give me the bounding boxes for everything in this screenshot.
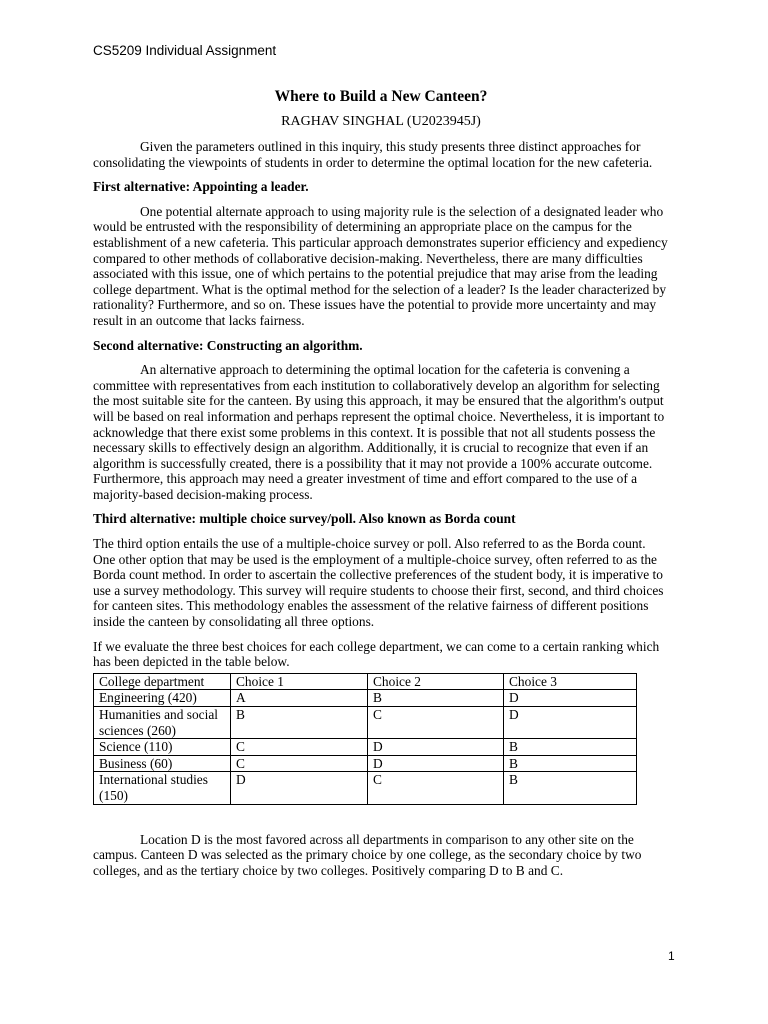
table-cell: Engineering (420) — [94, 690, 231, 707]
table-header-cell: College department — [94, 673, 231, 690]
table-cell: B — [231, 707, 368, 739]
table-cell: D — [231, 772, 368, 804]
table-row — [94, 707, 637, 739]
document-header: CS5209 Individual Assignment — [93, 43, 277, 58]
third-alternative-paragraph: The third option entails the use of a multiple-choice survey or poll. Also referred to as the Borda count. One other option that may be used is the employment of a multiple-choice survey, often referred to as the Borda count method. In order to ascertain the collective preferences of the student body, it is imperative to use a survey methodology. This survey will require students to choose their first, second, and third choices for canteen sites. This methodology enables the assessment of the relative fairness of different positions inside the canteen by consolidating all three options. — [93, 536, 664, 630]
table-cell: C — [231, 755, 368, 772]
table-cell: A — [231, 690, 368, 707]
table-cell: B — [504, 739, 637, 756]
table-cell: B — [504, 755, 637, 772]
table-row — [94, 739, 637, 756]
first-alternative-paragraph: One potential alternate approach to using majority rule is the selection of a designated leader who would be entrusted with the responsibility of determining an appropriate place on the campus for the establishment of a new cafeteria. This particular approach demonstrates superior efficiency and expediency compared to other methods of collaborative decision-making. Nevertheless, there are many difficulties associated with this issue, one of which pertains to the potential prejudice that may arise from the leading college department. What is the optimal method for the selection of a leader? Is the leader characterized by rationality? Furthermore, and so on. These issues have the potential to provide more uncertainty and may result in an outcome that lacks fairness. — [93, 203, 668, 328]
second-alternative-paragraph: An alternative approach to determining the optimal location for the cafeteria is convening a committee with representatives from each institution to collaboratively develop an algorithm for selecting the most suitable site for the canteen. By using this approach, it may be ensured that the algorithm's output will be based on real information and perhaps represent the optimal choice. Nevertheless, it is important to acknowledge that there exist some problems in this context. It is possible that not all students possess the necessary skills to effectively design an algorithm. Additionally, it is crucial to recognize that even if an algorithm is successfully created, there is a possibility that it may not provide a 100% accurate outcome. Furthermore, this approach may need a greater investment of time and effort compared to the use of a majority-based decision-making process. — [93, 362, 665, 502]
table-cell: D — [504, 690, 637, 707]
table-cell: B — [368, 690, 504, 707]
table-row — [94, 755, 637, 772]
table-cell: D — [368, 739, 504, 756]
table-header-cell: Choice 2 — [368, 673, 504, 690]
table-cell: C — [368, 707, 504, 739]
table-cell: D — [504, 707, 637, 739]
table-cell: D — [368, 755, 504, 772]
document-body — [93, 88, 669, 878]
document-title: Where to Build a New Canteen? — [274, 88, 488, 105]
table-cell: C — [231, 739, 368, 756]
table-cell: Business (60) — [94, 755, 231, 772]
author-line: RAGHAV SINGHAL (U2023945J) — [281, 114, 481, 129]
table-cell: Humanities and social sciences (260) — [94, 707, 231, 739]
third-alternative-heading: Third alternative: multiple choice survey/poll. Also known as Borda count — [93, 511, 516, 527]
table-header-cell: Choice 1 — [231, 673, 368, 690]
table-header-cell: Choice 3 — [504, 673, 637, 690]
page-number: 1 — [668, 949, 675, 963]
table-intro-paragraph: If we evaluate the three best choices for each college department, we can come to a certain ranking which has been depicted in the table below. — [93, 638, 660, 670]
conclusion-paragraph: Location D is the most favored across all departments in comparison to any other site on the campus. Canteen D was selected as the primary choice by one college, as the secondary choice by two colleges, and as the tertiary choice by two colleges. Positively comparing D to B and C. — [93, 831, 642, 878]
table-cell: C — [368, 772, 504, 804]
second-alternative-heading: Second alternative: Constructing an algorithm. — [93, 337, 363, 353]
first-alternative-heading: First alternative: Appointing a leader. — [93, 179, 309, 195]
table-cell: Science (110) — [94, 739, 231, 756]
table-cell: International studies (150) — [94, 772, 231, 804]
table-cell: B — [504, 772, 637, 804]
table-header-row — [94, 673, 637, 690]
table-row — [94, 772, 637, 804]
table-row — [94, 690, 637, 707]
ranking-table — [93, 673, 637, 805]
intro-paragraph: Given the parameters outlined in this inquiry, this study presents three distinct approaches for consolidating the viewpoints of students in order to determine the optimal location for the new cafeteria. — [93, 139, 653, 170]
